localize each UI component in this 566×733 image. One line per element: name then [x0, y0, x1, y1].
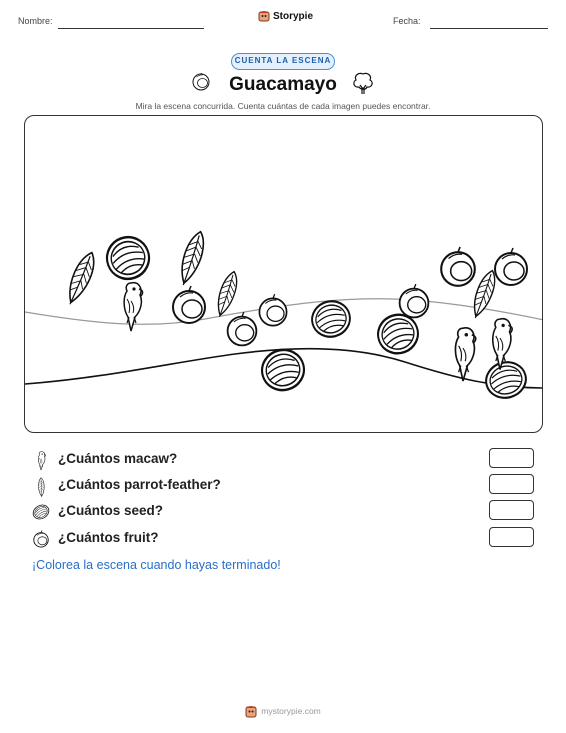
fruit-icon — [495, 248, 527, 285]
seed-icon — [482, 358, 530, 402]
answer-box-seed[interactable] — [489, 500, 534, 520]
feather-icon — [62, 250, 101, 308]
coloring-note: ¡Colorea la escena cuando hayas terminado! — [32, 558, 281, 572]
page-title: Guacamayo — [229, 74, 337, 95]
fruit-icon — [173, 286, 205, 323]
question-text: ¿Cuántos macaw? — [58, 451, 178, 466]
answer-box-parrot-feather[interactable] — [489, 474, 534, 494]
fruit-icon — [441, 247, 475, 286]
brand-name: Storypie — [273, 10, 314, 22]
tree-icon — [352, 71, 374, 95]
date-field[interactable] — [430, 28, 548, 29]
seed-icon — [101, 231, 155, 284]
instructions: Mira la escena concurrida. Cuenta cuántas de cada imagen puedes encontrar. — [135, 101, 431, 111]
site-footer — [0, 704, 566, 718]
fruit-icon — [228, 312, 257, 345]
feather-icon — [32, 477, 50, 497]
date-label: Fecha: — [393, 16, 421, 26]
fruit-icon — [32, 530, 50, 548]
question-fruit — [32, 529, 537, 549]
feather-icon — [175, 229, 210, 287]
scene-illustration — [25, 116, 543, 433]
feather-icon — [212, 270, 241, 320]
site-url[interactable]: mystorypie.com — [261, 706, 321, 716]
storypie-logo-icon — [258, 10, 270, 22]
brand-logo — [258, 10, 313, 22]
name-field[interactable] — [58, 28, 204, 29]
answer-box-fruit[interactable] — [489, 527, 534, 547]
worksheet-header — [18, 10, 548, 32]
parrot-icon — [32, 451, 50, 471]
question-parrot-feather — [32, 476, 537, 496]
name-label: Nombre: — [18, 16, 53, 26]
seed-icon — [32, 503, 50, 521]
question-text: ¿Cuántos parrot-feather? — [58, 477, 221, 492]
fruit-icon — [400, 284, 429, 317]
fruit-icon — [259, 294, 286, 325]
storypie-logo-icon — [245, 704, 257, 718]
question-seed — [32, 502, 537, 522]
section-badge: CUENTA LA ESCENA — [231, 53, 335, 70]
seed-icon — [308, 297, 354, 341]
question-text: ¿Cuántos fruit? — [58, 530, 159, 545]
scene-frame — [24, 115, 543, 433]
answer-box-macaw[interactable] — [489, 448, 534, 468]
parrot-icon — [455, 328, 475, 381]
question-macaw — [32, 450, 537, 470]
question-text: ¿Cuántos seed? — [58, 503, 164, 518]
seed-icon — [258, 345, 309, 395]
